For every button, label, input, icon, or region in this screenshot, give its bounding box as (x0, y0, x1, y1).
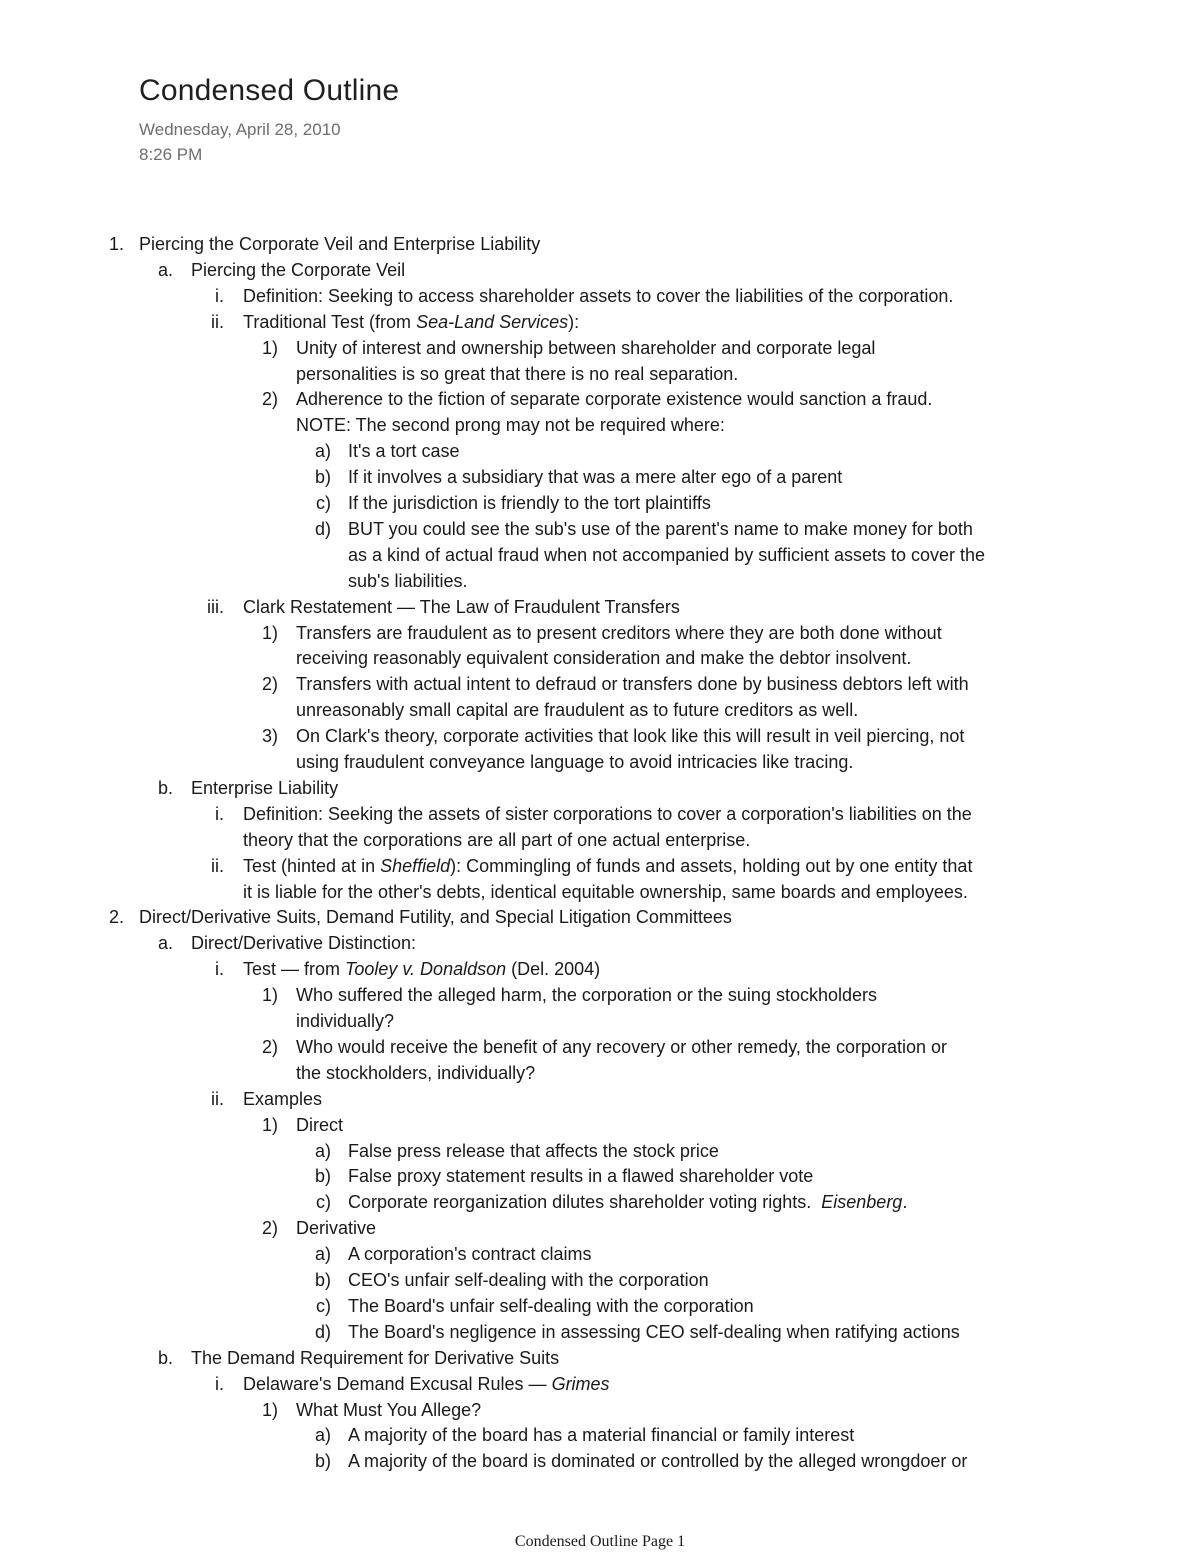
text-segment: False proxy statement results in a flawed shareholder vote (348, 1166, 814, 1187)
text-segment: Transfers are fraudulent as to present creditors where they are both done without (296, 622, 942, 643)
outline-item-marker: i. (215, 803, 224, 824)
outline-item-text (243, 829, 750, 851)
outline-item-marker: 1) (261, 1114, 278, 1135)
outline-item-marker: i. (215, 285, 224, 306)
outline-item-marker: b) (314, 1166, 331, 1187)
outline-item-marker: 3) (261, 726, 278, 747)
outline-item-text (296, 647, 911, 669)
outline-item-text (296, 1036, 947, 1058)
outline-item-marker: a. (157, 259, 173, 280)
text-segment: Direct (296, 1114, 344, 1135)
outline-item-marker: b) (314, 1270, 331, 1290)
outline-item-text (243, 285, 953, 307)
outline-item-marker: ii. (211, 855, 224, 876)
outline-item-text (296, 984, 877, 1006)
outline-item-marker: a) (314, 1244, 331, 1265)
outline-item-text (348, 1243, 592, 1265)
text-segment: receiving reasonably equivalent consideration and make the debtor insolvent. (296, 648, 912, 669)
case-name: Sea-Land Services (416, 311, 569, 332)
text-segment: Piercing the Corporate Veil (191, 259, 406, 280)
text-segment: as a kind of actual fraud when not accompanied by sufficient assets to cover the (348, 544, 986, 565)
outline-item-marker: d) (314, 518, 331, 539)
text-segment: Derivative (296, 1218, 377, 1239)
text-segment: BUT you could see the sub's use of the parent's name to make money for both (348, 518, 973, 539)
text-segment: individually? (296, 1011, 395, 1031)
text-segment: It's a tort case (348, 441, 460, 462)
outline-item-text (296, 1062, 535, 1084)
outline-item-text (296, 337, 875, 359)
outline-item-marker: b. (157, 777, 173, 798)
text-segment: What Must You Allege? (296, 1399, 482, 1420)
text-segment: A majority of the board is dominated or controlled by the alleged wrongdoer or (348, 1451, 968, 1472)
text-segment: Corporate reorganization dilutes shareholder voting rights. (348, 1192, 822, 1213)
outline-item-text (191, 259, 405, 281)
note-time: 8:26 PM (139, 145, 203, 164)
outline-item-text (348, 570, 468, 592)
outline-item-marker: 1) (261, 985, 278, 1006)
outline-item-marker: 2) (261, 389, 278, 410)
text-segment: unreasonably small capital are fraudulent as to future creditors as well. (296, 700, 859, 721)
outline-item-text (348, 440, 459, 462)
text-segment: Adherence to the fiction of separate corporate existence would sanction a fraud. (296, 389, 933, 410)
text-segment: sub's liabilities. (348, 570, 468, 591)
text-segment: theory that the corporations are all part of one actual enterprise. (243, 829, 751, 850)
text-segment: Test — from (243, 959, 346, 980)
outline-item-marker: iii. (207, 596, 224, 617)
text-segment: Definition: Seeking the assets of sister corporations to cover a corporation's liabilities on the (243, 803, 972, 824)
outline-item-text (348, 1424, 854, 1446)
outline-item-text (243, 1088, 322, 1110)
case-name: Sheffield (380, 855, 451, 876)
text-segment: The Board's unfair self-dealing with the corporation (348, 1295, 754, 1316)
outline-item-marker: a) (314, 441, 331, 462)
outline-item-text (348, 1140, 719, 1162)
text-segment: If the jurisdiction is friendly to the tort plaintiffs (348, 493, 711, 513)
text-segment: Delaware's Demand Excusal Rules — (243, 1373, 552, 1394)
text-segment: Test (hinted at in (243, 855, 381, 876)
text-segment: personalities is so great that there is no real separation. (296, 363, 739, 384)
text-segment: A majority of the board has a material financial or family interest (348, 1425, 855, 1446)
outline-item-text (348, 544, 985, 566)
text-segment: using fraudulent conveyance language to avoid intricacies like tracing. (296, 752, 854, 772)
outline-item-text (348, 1191, 907, 1213)
outline-item-text (296, 388, 932, 410)
text-segment: False press release that affects the stock price (348, 1140, 719, 1161)
text-segment: the stockholders, individually? (296, 1062, 536, 1083)
outline-item-text (191, 777, 338, 799)
outline-item-text (296, 622, 942, 644)
outline-item-marker: ii. (211, 311, 224, 332)
outline-item-marker: 2) (261, 1218, 278, 1239)
outline-item-marker: 2. (108, 907, 124, 928)
text-segment: A corporation's contract claims (348, 1244, 592, 1265)
outline-item-text (243, 855, 972, 877)
case-name: Tooley v. Donaldson (345, 959, 507, 980)
outline-item-marker: a) (314, 1425, 331, 1446)
text-segment: Direct/Derivative Suits, Demand Futility, and Special Litigation Committees (139, 907, 732, 928)
outline-item-text (296, 1114, 343, 1136)
outline-item-marker: c) (316, 493, 331, 513)
outline-item-text (243, 596, 680, 618)
outline-item-marker: b) (314, 467, 331, 488)
outline-item-text (348, 1295, 754, 1317)
outline-item-marker: 1) (261, 337, 278, 358)
outline-item-text (296, 414, 725, 436)
text-segment: Who suffered the alleged harm, the corporation or the suing stockholders (296, 985, 878, 1006)
note-date: Wednesday, April 28, 2010 (139, 120, 341, 139)
text-segment: If it involves a subsidiary that was a mere alter ego of a parent (348, 467, 843, 488)
outline-item-text (296, 699, 858, 721)
text-segment: The Demand Requirement for Derivative Suits (191, 1347, 560, 1368)
outline-item-marker: d) (314, 1321, 331, 1342)
outline-item-text (243, 311, 579, 333)
outline-item-marker: a) (314, 1140, 331, 1161)
outline-item-marker: 2) (261, 1036, 278, 1057)
outline-item-text (348, 1269, 709, 1291)
outline-item-text (348, 1321, 960, 1343)
text-segment: . (902, 1192, 908, 1213)
text-segment: CEO's unfair self-dealing with the corporation (348, 1270, 709, 1290)
outline-item-marker: c) (316, 1192, 331, 1213)
outline-item-text (348, 1165, 813, 1187)
outline-item-marker: i. (215, 1373, 224, 1394)
text-segment: The Board's negligence in assessing CEO self-dealing when ratifying actions (348, 1321, 960, 1342)
case-name: Eisenberg (821, 1192, 903, 1213)
outline-item-text (296, 1010, 394, 1032)
outline-item-marker: c) (316, 1295, 331, 1316)
text-segment: Traditional Test (from (243, 311, 417, 332)
outline-item-text (243, 881, 968, 903)
outline-item-marker: 2) (261, 674, 278, 695)
text-segment: Clark Restatement — The Law of Fraudulent Transfers (243, 596, 680, 617)
outline-item-marker: 1) (261, 622, 278, 643)
text-segment: ): (568, 311, 580, 332)
outline-item-marker: b) (314, 1451, 331, 1472)
outline-item-text (348, 492, 711, 514)
outline-item-text (296, 673, 969, 695)
text-segment: Definition: Seeking to access shareholder assets to cover the liabilities of the corporation. (243, 285, 954, 306)
text-segment: Transfers with actual intent to defraud or transfers done by business debtors left with (296, 674, 969, 695)
outline-item-marker: 1. (108, 234, 124, 254)
page-title: Condensed Outline (139, 74, 400, 107)
outline-item-text (296, 1217, 376, 1239)
case-name: Grimes (551, 1373, 610, 1394)
text-segment: ): Commingling of funds and assets, holding out by one entity that (450, 855, 973, 876)
outline-item-marker: ii. (211, 1088, 224, 1109)
outline-item-text (348, 1450, 967, 1472)
outline-item-text (296, 751, 853, 773)
outline-item-marker: b. (157, 1347, 173, 1368)
outline-item-text (348, 518, 973, 540)
text-segment: Unity of interest and ownership between shareholder and corporate legal (296, 337, 876, 358)
text-segment: Piercing the Corporate Veil and Enterprise Liability (139, 234, 541, 254)
outline-item-text (191, 1347, 559, 1369)
outline-item-marker: i. (215, 959, 224, 980)
text-segment: NOTE: The second prong may not be required where: (296, 415, 725, 436)
outline-item-text (191, 932, 416, 954)
text-segment: On Clark's theory, corporate activities that look like this will result in veil piercing, not (296, 726, 965, 747)
page-footer: Condensed Outline Page 1 (514, 1533, 686, 1550)
outline-item-text (348, 466, 842, 488)
text-segment: it is liable for the other's debts, identical equitable ownership, same boards and employees. (243, 881, 968, 902)
outline-item-text (243, 803, 972, 825)
outline-item-text (139, 906, 732, 928)
outline-item-marker: a. (157, 933, 173, 954)
text-segment: Who would receive the benefit of any recovery or other remedy, the corporation or (296, 1036, 947, 1057)
outline-item-text (296, 725, 964, 747)
text-segment: Enterprise Liability (191, 777, 339, 798)
text-segment: Examples (243, 1088, 323, 1109)
text-segment: (Del. 2004) (506, 959, 601, 980)
outline-item-text (139, 233, 540, 255)
outline-item-text (296, 363, 738, 385)
outline-item-text (243, 1373, 610, 1395)
outline-item-text (243, 958, 600, 980)
outline-item-text (296, 1399, 481, 1421)
text-segment: Direct/Derivative Distinction: (191, 933, 417, 954)
outline-item-marker: 1) (261, 1399, 278, 1420)
